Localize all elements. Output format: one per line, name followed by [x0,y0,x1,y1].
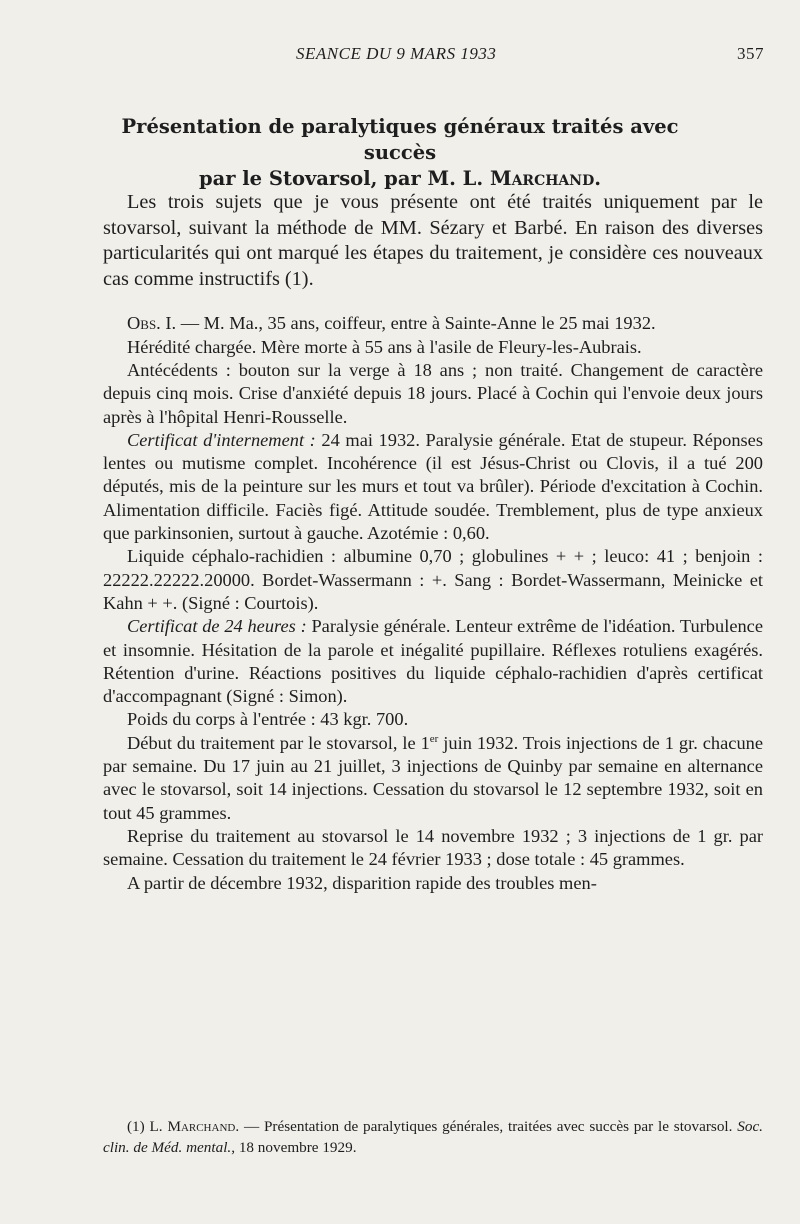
obs-text: I. — M. Ma., 35 ans, coiffeur, entre à Sainte-Anne le 25 mai 1932. [160,313,656,334]
antecedents-paragraph: Antécédents : bouton sur la verge à 18 ans ; non traité. Changement de caractère depuis cinq mois. Crise d'anxiété depuis 18 jours. Placé à Cochin qui l'envoie deux jours après à l'hôpital Henri-Rousselle. [103,359,763,427]
running-title: SEANCE DU 9 MARS 1933 [296,44,497,63]
partir-paragraph: A partir de décembre 1932, disparition rapide des troubles men- [127,872,597,893]
title-line-2-suffix: . [594,167,602,190]
footnote-author: Marchand [167,1118,236,1135]
article-title [100,114,700,192]
article-body [103,190,763,895]
debut-traitement-paragraph [103,732,763,825]
title-line-2-prefix: par le Stovarsol, par M. L. [198,167,484,190]
cert-24h-text: Paralysie générale. Lenteur extrême de l'idéation. Turbulence et insomnie. Hésitation de la parole et inégalité pupillaire. Réflexes rotuliens exagérés. Rétention d'urine. Réactions positives du liquide céphalo-rachidien d'après certificat d'accompagnant (Signé : Simon). [103,616,763,707]
footnote-text-1: . — Présentation de paralytiques générales, traitées avec succès par le stovarsol. [235,1118,738,1135]
reprise-paragraph: Reprise du traitement au stovarsol le 14 novembre 1932 ; 3 injections de 1 gr. par semaine. Cessation du traitement le 24 février 1933 ; dose totale : 45 grammes. [103,825,763,870]
cert-internement-text: 24 mai 1932. Paralysie générale. Etat de stupeur. Réponses lentes ou mutisme complet. Incohérence (il est Jésus-Christ ou Clovis, il a tué 200 députés, mis de la peinture sur les murs et tout va brûler). Période d'excitation à Cochin. Alimentation difficile. Faciès figé. Attitude soudée. Tremblement, plus de type anxieux que parkinsonien, surtout à gauche. Azotémie : 0,60. [103,429,764,544]
debut-text-2: juin 1932. Trois injections de 1 gr. chacune par semaine. Du 17 juin au 21 juillet, 3 injections de Quinby par semaine en alternance avec le stovarsol, soit 14 injections. Cessation du stovarsol le 12 septembre 1932, soit en tout 45 grammes. [103,732,764,823]
title-line-1: Présentation de paralytiques généraux traités avec succès [121,115,679,164]
obs-label: Obs. [127,313,161,334]
debut-text-1: Début du traitement par le stovarsol, le 1 [127,732,430,753]
footnote [103,1116,763,1158]
footnote-number: (1) L. [127,1118,163,1135]
title-author: Marchand [489,167,595,190]
poids-paragraph: Poids du corps à l'entrée : 43 kgr. 700. [127,709,409,730]
footnote-text [103,1116,763,1158]
page-number: 357 [737,44,764,63]
certificat-24h-paragraph [103,615,763,708]
cert-internement-label: Certificat d'internement : [127,429,316,450]
cert-24h-label: Certificat de 24 heures : [127,616,307,637]
title-line-2 [100,166,700,192]
heredite-paragraph: Hérédité chargée. Mère morte à 55 ans à l'asile de Fleury-les-Aubrais. [127,336,642,357]
observation-heading [103,312,763,335]
intro-paragraph: Les trois sujets que je vous présente ont été traités uniquement par le stovarsol, suivant la méthode de MM. Sézary et Barbé. En raison des diverses particularités qui ont marqué les étapes du traitement, je considère ces nouveaux cas comme instructifs (1). [103,191,763,290]
debut-superscript: er [429,732,439,745]
liquide-paragraph: Liquide céphalo-rachidien : albumine 0,70 ; globulines + + ; leuco: 41 ; benjoin : 22222.22222.20000. Bordet-Wassermann : +. Sang : Bordet-Wassermann, Meinicke et Kahn + +. (Signé : Courtois). [103,546,763,613]
footnote-journal: Soc. clin. de Méd. mental. [103,1118,763,1156]
certificat-internement-paragraph [103,429,763,545]
footnote-text-2: , 18 novembre 1929. [231,1139,357,1156]
